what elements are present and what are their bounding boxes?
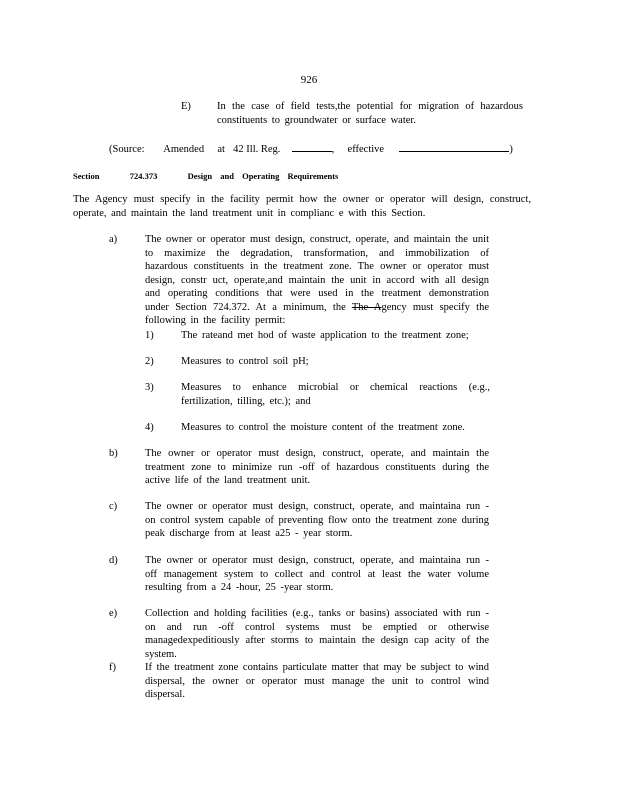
item-text: If the treatment zone contains particulate matter that may be subject to wind dispersal, the owner or operator must manage the unit to control wind dispersal. (145, 662, 489, 700)
sub-item-label: 3) (145, 382, 154, 393)
source-effective: effective (347, 144, 385, 155)
section-intro: The Agency must specify in the facility permit how the owner or operator will design, construct, operate, and maintain the land treatment unit in complianc e with this Section. (73, 194, 531, 219)
item-b (109, 447, 489, 488)
source-amended: Amended (163, 144, 205, 155)
sub-item-text: Measures to enhance microbial or chemical reactions (e.g., fertilization, tilling, etc.); and (181, 382, 490, 407)
item-a (109, 233, 489, 328)
subsection-label: E) (181, 101, 191, 112)
section-title: Design and Operating Requirements (187, 171, 339, 181)
effective-date-blank (399, 141, 509, 152)
sub-item-2 (145, 355, 490, 369)
section-heading (73, 170, 338, 184)
section-word: Section (73, 171, 100, 181)
item-e (109, 607, 489, 661)
sub-item-label: 1) (145, 330, 154, 341)
item-a-text-after: gency must specify the following in the facility permit: (145, 301, 490, 326)
sub-item-text: Measures to control the moisture content of the treatment zone. (181, 422, 465, 433)
subsection-text: In the case of field tests,the potential for migration of hazardous constituents to groundwater or surface water. (217, 101, 523, 126)
item-text: Collection and holding facilities (e.g., tanks or basins) associated with run -on and run -off control systems must be emptied or otherwise managedexpeditiously after storms to maintain the design cap acity of the system. (145, 608, 489, 660)
item-label: d) (109, 555, 118, 566)
item-label: a) (109, 234, 118, 245)
source-separator: , (331, 144, 335, 155)
sub-item-text: The rateand met hod of waste application to the treatment zone; (181, 330, 469, 341)
sub-item-4 (145, 421, 490, 435)
source-reg: 42 Ill. Reg. (233, 144, 281, 155)
item-c (109, 500, 489, 541)
source-note (109, 141, 513, 157)
item-label: e) (109, 608, 118, 619)
sub-item-label: 2) (145, 356, 154, 367)
sub-item-1 (145, 329, 490, 343)
struck-text: The A (351, 301, 382, 313)
source-close: ) (509, 144, 513, 155)
page-number: 926 (300, 74, 318, 86)
item-text: The owner or operator must design, construct, operate, and maintain the treatment zone to minimize run -off of hazardous constituents during the active life of the land treatment unit. (145, 448, 489, 486)
sub-item-3 (145, 381, 490, 408)
item-label: c) (109, 501, 118, 512)
source-at: at (217, 144, 225, 155)
reg-page-blank (292, 141, 332, 152)
section-number: 724.373 (129, 171, 158, 181)
previous-subsection-e (181, 100, 523, 127)
item-text (145, 233, 489, 328)
sub-item-text: Measures to control soil pH; (181, 356, 309, 367)
item-text: The owner or operator must design, construct, operate, and maintaina run -on control system capable of preventing flow onto the treatment zone during peak discharge from at least a25 - year storm. (145, 501, 489, 539)
item-d (109, 554, 489, 595)
item-text: The owner or operator must design, construct, operate, and maintaina run -off management system to collect and control at least the water volume resulting from a 24 -hour, 25 -year storm. (145, 555, 489, 593)
item-label: b) (109, 448, 118, 459)
sub-item-label: 4) (145, 422, 154, 433)
source-prefix: (Source: (109, 144, 145, 155)
item-label: f) (109, 662, 116, 673)
item-f (109, 661, 489, 702)
item-a-text-before: The owner or operator must design, construct, operate, and maintain the unit to maximize the degradation, transformation, and immobilization of hazardous constituents in the treatment zone. The owner or operator must design, constr uct, operate,and maintain the unit in accord with all design and operating conditions that were used in the treatment demonstration under Section 724.372. At a minimum, the (145, 234, 489, 313)
